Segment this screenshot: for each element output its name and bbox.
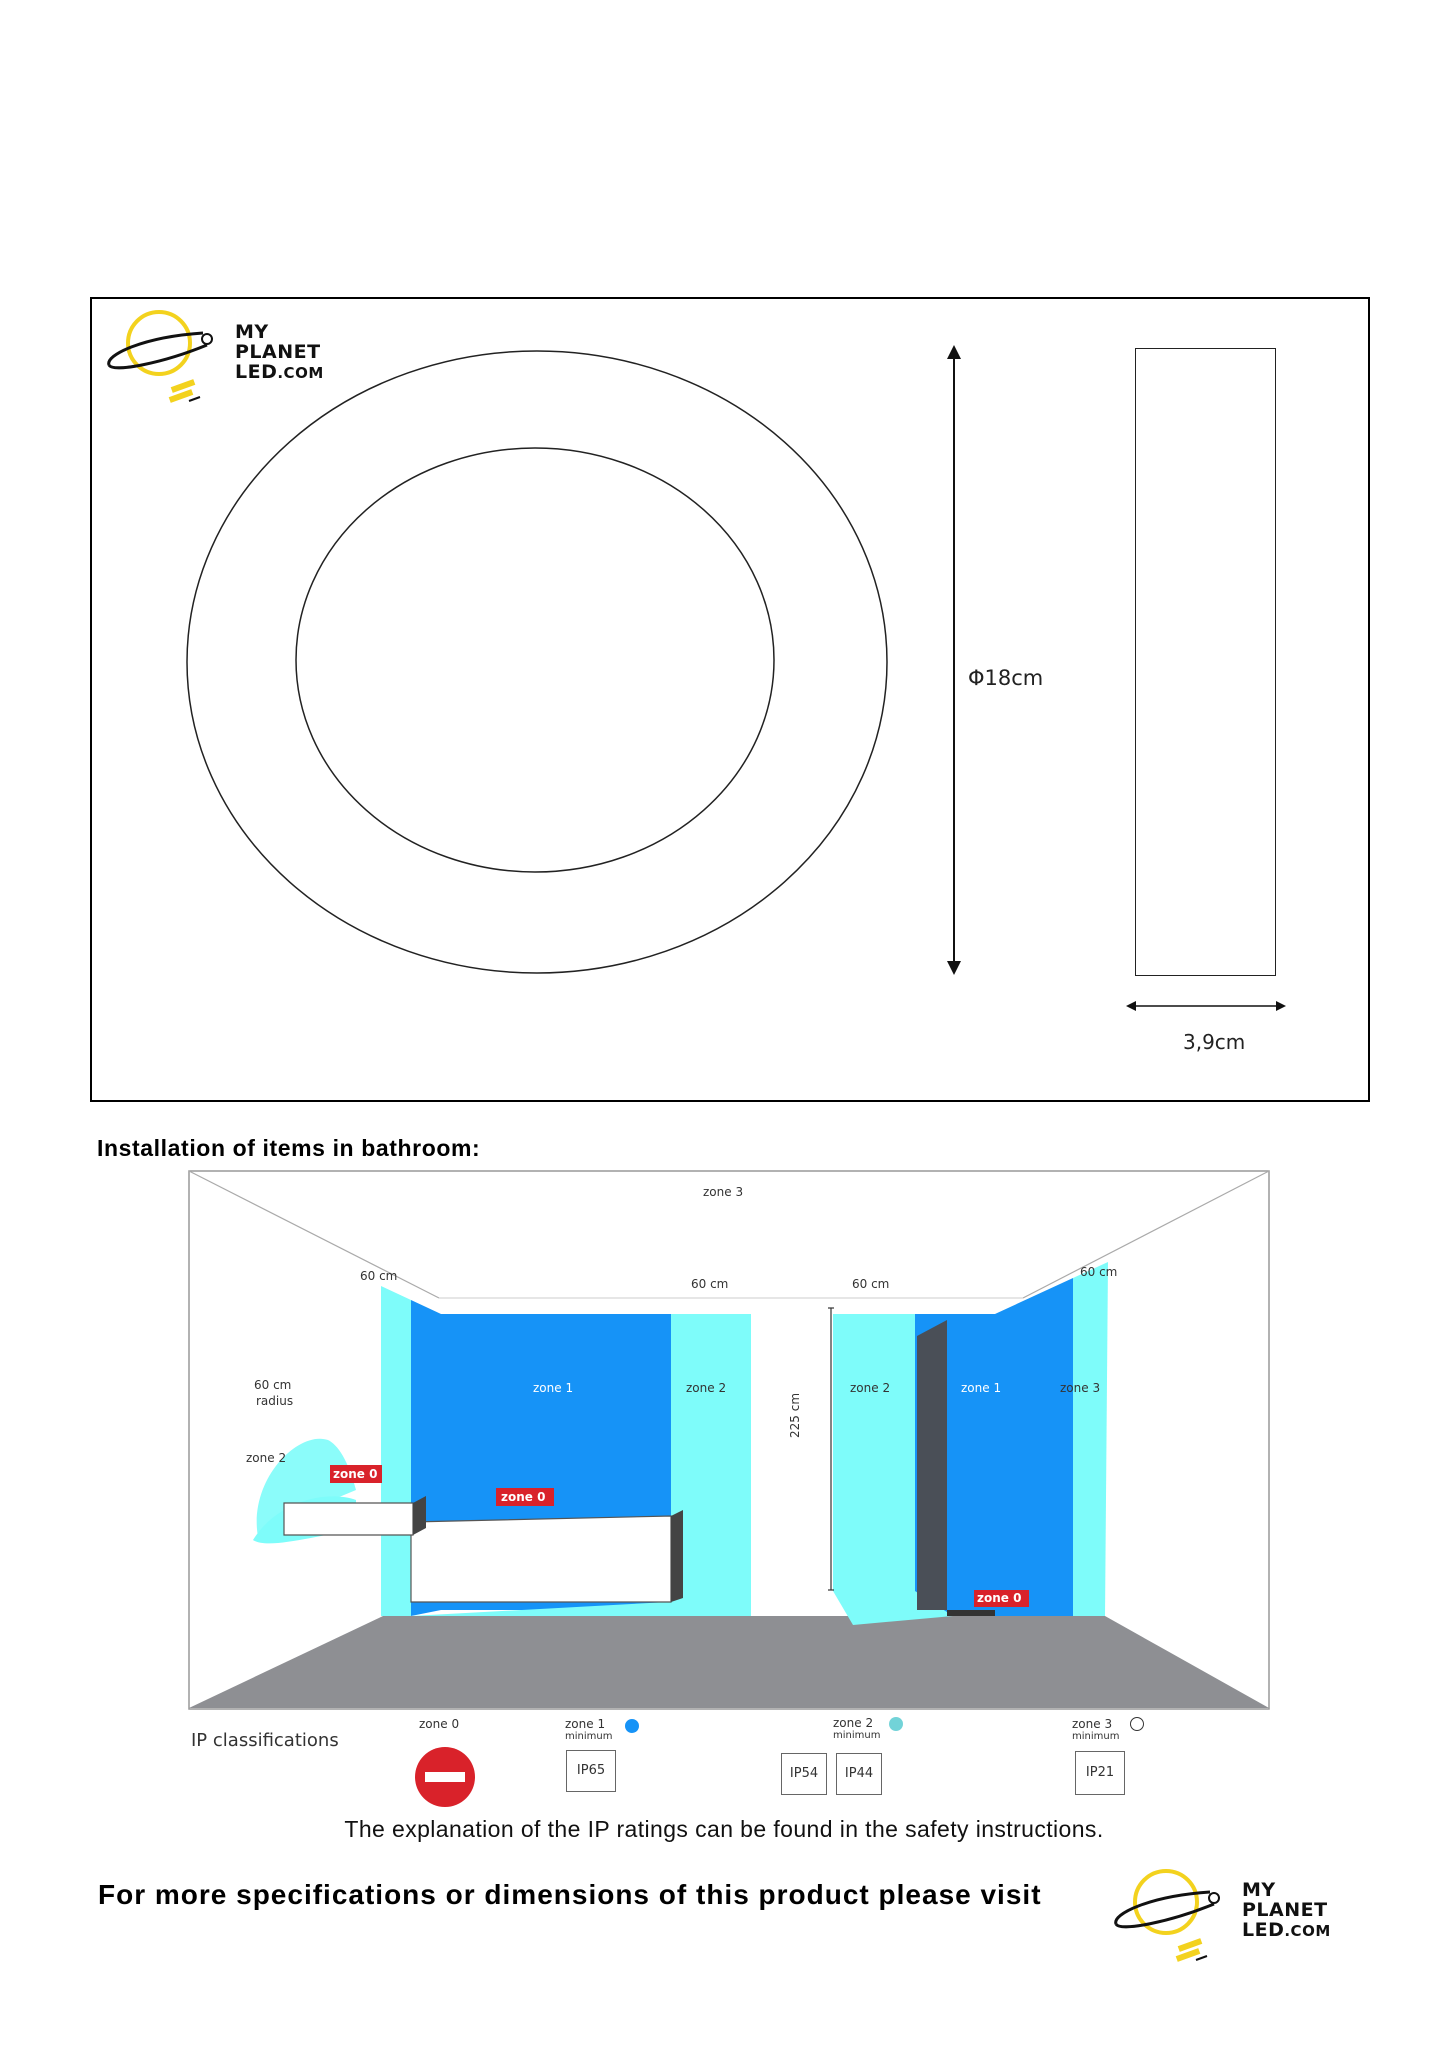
zone1-left-label: zone 1 — [533, 1381, 574, 1395]
ip21-box: IP21 — [1075, 1751, 1125, 1795]
ip-zone3-minimum: minimum — [1072, 1731, 1120, 1742]
logo-line-planet: PLANET — [235, 341, 321, 363]
ip-title: IP classifications — [191, 1730, 339, 1751]
zone2-color-dot-icon — [889, 1717, 903, 1731]
footer-logo-led: LED — [1242, 1919, 1285, 1941]
no-entry-icon — [413, 1745, 477, 1809]
radius-line1: 60 cm — [254, 1378, 292, 1392]
zone0-sink-tag: zone 0 — [333, 1467, 378, 1481]
zone2-left-label: zone 2 — [686, 1381, 727, 1395]
height-225-label: 225 cm — [788, 1392, 802, 1438]
zone0-bath-tag: zone 0 — [501, 1490, 546, 1504]
ip44-box: IP44 — [836, 1753, 882, 1795]
dist-mid-right-label: 60 cm — [852, 1277, 890, 1291]
logo-com: .COM — [277, 364, 324, 382]
footer-logo-com: .COM — [1284, 1922, 1331, 1940]
lamp-side-view — [1135, 348, 1276, 976]
ip-zone1-minimum: minimum — [565, 1731, 613, 1742]
ip-zone2-minimum: minimum — [833, 1730, 881, 1741]
footer-logo-line-led — [1242, 1920, 1331, 1941]
logo-line-my: MY — [235, 321, 269, 343]
zone1-color-dot-icon — [625, 1719, 639, 1733]
footer-logo-line-my: MY — [1242, 1879, 1276, 1901]
zone3-color-dot-icon — [1130, 1717, 1144, 1731]
zone2-right-label: zone 2 — [850, 1381, 891, 1395]
footer-logo-text — [1242, 1880, 1331, 1941]
inner-ring — [296, 448, 774, 872]
footer-logo-line-planet: PLANET — [1242, 1899, 1328, 1921]
zone3-right-label: zone 3 — [1060, 1381, 1101, 1395]
dist-mid-left-label: 60 cm — [691, 1277, 729, 1291]
bathroom-labels — [188, 1170, 1270, 1751]
zone1-right-label: zone 1 — [961, 1381, 1002, 1395]
outer-ring — [187, 351, 887, 973]
diameter-arrow-icon — [940, 345, 970, 975]
logo-led: LED — [235, 361, 278, 383]
zone0-shower-tag: zone 0 — [977, 1591, 1022, 1605]
diameter-label: Φ18cm — [968, 666, 1044, 690]
dist-right-label: 60 cm — [1080, 1265, 1118, 1279]
ip65-box: IP65 — [566, 1750, 616, 1792]
ip-zone0-label: zone 0 — [419, 1717, 460, 1731]
zone2-sink-label: zone 2 — [246, 1451, 287, 1465]
ip-zone1-label: zone 1 — [565, 1717, 606, 1731]
ip-zone3-label: zone 3 — [1072, 1717, 1113, 1731]
footer-planet-logo-icon — [1108, 1862, 1232, 1967]
footer-text: For more specifications or dimensions of this product please visit — [98, 1879, 1042, 1910]
dist-left-label: 60 cm — [360, 1269, 398, 1283]
installation-heading: Installation of items in bathroom: — [97, 1135, 481, 1161]
zone3-top-label: zone 3 — [703, 1185, 744, 1199]
ip54-box: IP54 — [781, 1753, 827, 1795]
radius-line2: radius — [256, 1394, 294, 1408]
height-arrow-icon — [1126, 998, 1286, 1014]
height-label: 3,9cm — [1183, 1030, 1246, 1054]
lamp-top-view — [180, 340, 900, 980]
ip-zone2-label: zone 2 — [833, 1716, 874, 1730]
ip-explanation-note: The explanation of the IP ratings can be found in the safety instructions. — [344, 1816, 1104, 1842]
